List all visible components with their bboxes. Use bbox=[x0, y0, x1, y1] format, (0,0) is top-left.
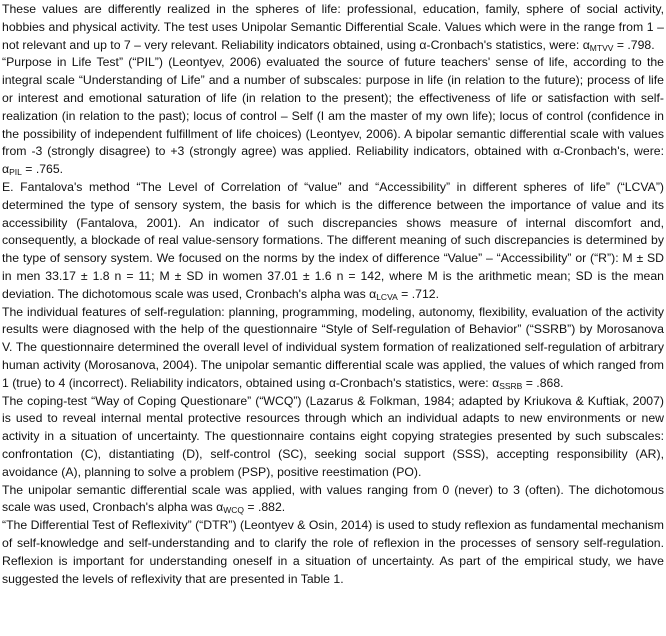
paragraph-text: The coping-test “Way of Coping Questionare” (“WCQ”) (Lazarus & Folkman, 1984; adapted by Kriukova & Kuftiak, 2007) is used to reveal internal mental protective resources through which an individual adapts to new environments or new activity in a situation of uncertainty. The questionnaire contains eight copying strategies presented by such subscales: confrontation (C), distantiating (D), self-control (SC), seeking social support (SSS), accepting responsibility (AR), avoidance (A), planning to solve a problem (PSP), positive reestimation (PO). bbox=[2, 393, 664, 479]
paragraph-ssrb bbox=[2, 304, 664, 393]
paragraph-wcq-scale bbox=[2, 482, 664, 518]
alpha-value: = .882. bbox=[243, 500, 286, 515]
alpha-subscript: MTVV bbox=[589, 42, 614, 53]
paragraph-text: The individual features of self-regulation: planning, programming, modeling, autonomy, flexibility, evaluation of the activity results were diagnosed with the help of the questionnaire “Style of Self-regulation of Behavior” (“SSRB”) by Morosanova V. The questionnaire determined the overall level of individual system formation of realizationed self-regulation of arbitrary human activity (Morosanova, 2004). The unipolar semantic differential scale was applied, the values of which ranged from 1 (true) to 4 (incorrect). Reliability indicators, obtained using α-Cronbach's statistics, were: bbox=[2, 304, 664, 390]
paragraph-pil bbox=[2, 54, 664, 179]
paragraph-text: “The Differential Test of Reflexivity” (“DTR”) (Leontyev & Osin, 2014) is used to study reflexion as fundamental mechanism of self-knowledge and self-understanding and to clarify the role of reflexion in the processes of sensory self-regulation. Reflexion is important for understanding oneself in a situation of uncertainty. As part of the empirical study, we have suggested the levels of reflexivity that are presented in Table 1. bbox=[2, 518, 664, 586]
paragraph-text: E. Fantalova's method “The Level of Correlation of “value” and “Accessibility” in different spheres of life” (“LCVA”) determined the type of sensory system, the basis for which is the difference between the importance of value and its accessibility (Fantalova, 2001). An indicator of such discrepancies shows measure of internal discomfort and, consequently, a blockade of real value-sensory formations. The different meaning of such discrepancies is determined by the type of sensory system. We focused on the norms by the index of difference “Value” – “Accessibility” or (“R”): M ± SD in men 33.17 ± 1.8 n = 11; M ± SD in women 37.01 ± 1.6 n = 142, where M is the arithmetic mean; SD is the mean deviation. The dichotomous scale was used, Cronbach's alpha was bbox=[2, 179, 664, 301]
reliability-coefficient bbox=[216, 500, 285, 514]
alpha-symbol: α bbox=[2, 162, 10, 177]
reliability-coefficient bbox=[369, 287, 439, 301]
alpha-value: = .712. bbox=[397, 286, 439, 301]
paragraph-text: The unipolar semantic differential scale was applied, with values ranging from 0 (never) to 3 (often). The dichotomous scale was used, Cronbach's alpha was bbox=[2, 482, 664, 515]
paragraph-lcva bbox=[2, 179, 664, 304]
alpha-subscript: PIL bbox=[9, 167, 22, 178]
alpha-subscript: LCVA bbox=[376, 291, 398, 302]
alpha-subscript: WCQ bbox=[223, 505, 244, 516]
paragraph-text: These values are differently realized in the spheres of life: professional, education, family, sphere of social activity, hobbies and physical activity. The test uses Unipolar Semantic Differential Scale. Values which were in the range from 1 – not relevant and up to 7 – very relevant. Reliability indicators obtained, using α-Cronbach's statistics, were: bbox=[2, 2, 664, 52]
alpha-value: = .868. bbox=[522, 375, 564, 390]
paragraph-wcq bbox=[2, 393, 664, 482]
paragraph-dtr bbox=[2, 517, 664, 588]
paragraph-values-spheres bbox=[2, 1, 664, 54]
alpha-symbol: α bbox=[582, 37, 590, 52]
reliability-coefficient bbox=[2, 162, 63, 176]
alpha-value: = .765. bbox=[21, 162, 64, 177]
alpha-value: = .798. bbox=[613, 37, 655, 52]
alpha-symbol: α bbox=[216, 500, 224, 515]
alpha-subscript: SSRB bbox=[499, 380, 523, 391]
paragraph-text: “Purpose in Life Test” (“PIL”) (Leontyev, 2006) evaluated the source of future teachers' sense of life, according to the integral scale “Understanding of Life” and a number of subscales: purpose in life (in relation to the future); process of life or interest and emotional saturation of life (in relation to the present); the effectiveness of life or satisfaction with self-realization (in relation to the past); locus of control – Self (I am the master of my own life); locus of control (confidence in the possibility of independent fulfillment of life choices) (Leontyev, 2006). A bipolar semantic differential scale with values from -3 (strongly disagree) to +3 (strongly agree) was applied. Reliability indicators, obtained with α-Cronbach's, were: bbox=[2, 55, 664, 159]
alpha-symbol: α bbox=[369, 286, 377, 301]
reliability-coefficient bbox=[583, 38, 655, 52]
reliability-coefficient bbox=[492, 376, 563, 390]
alpha-symbol: α bbox=[492, 375, 500, 390]
